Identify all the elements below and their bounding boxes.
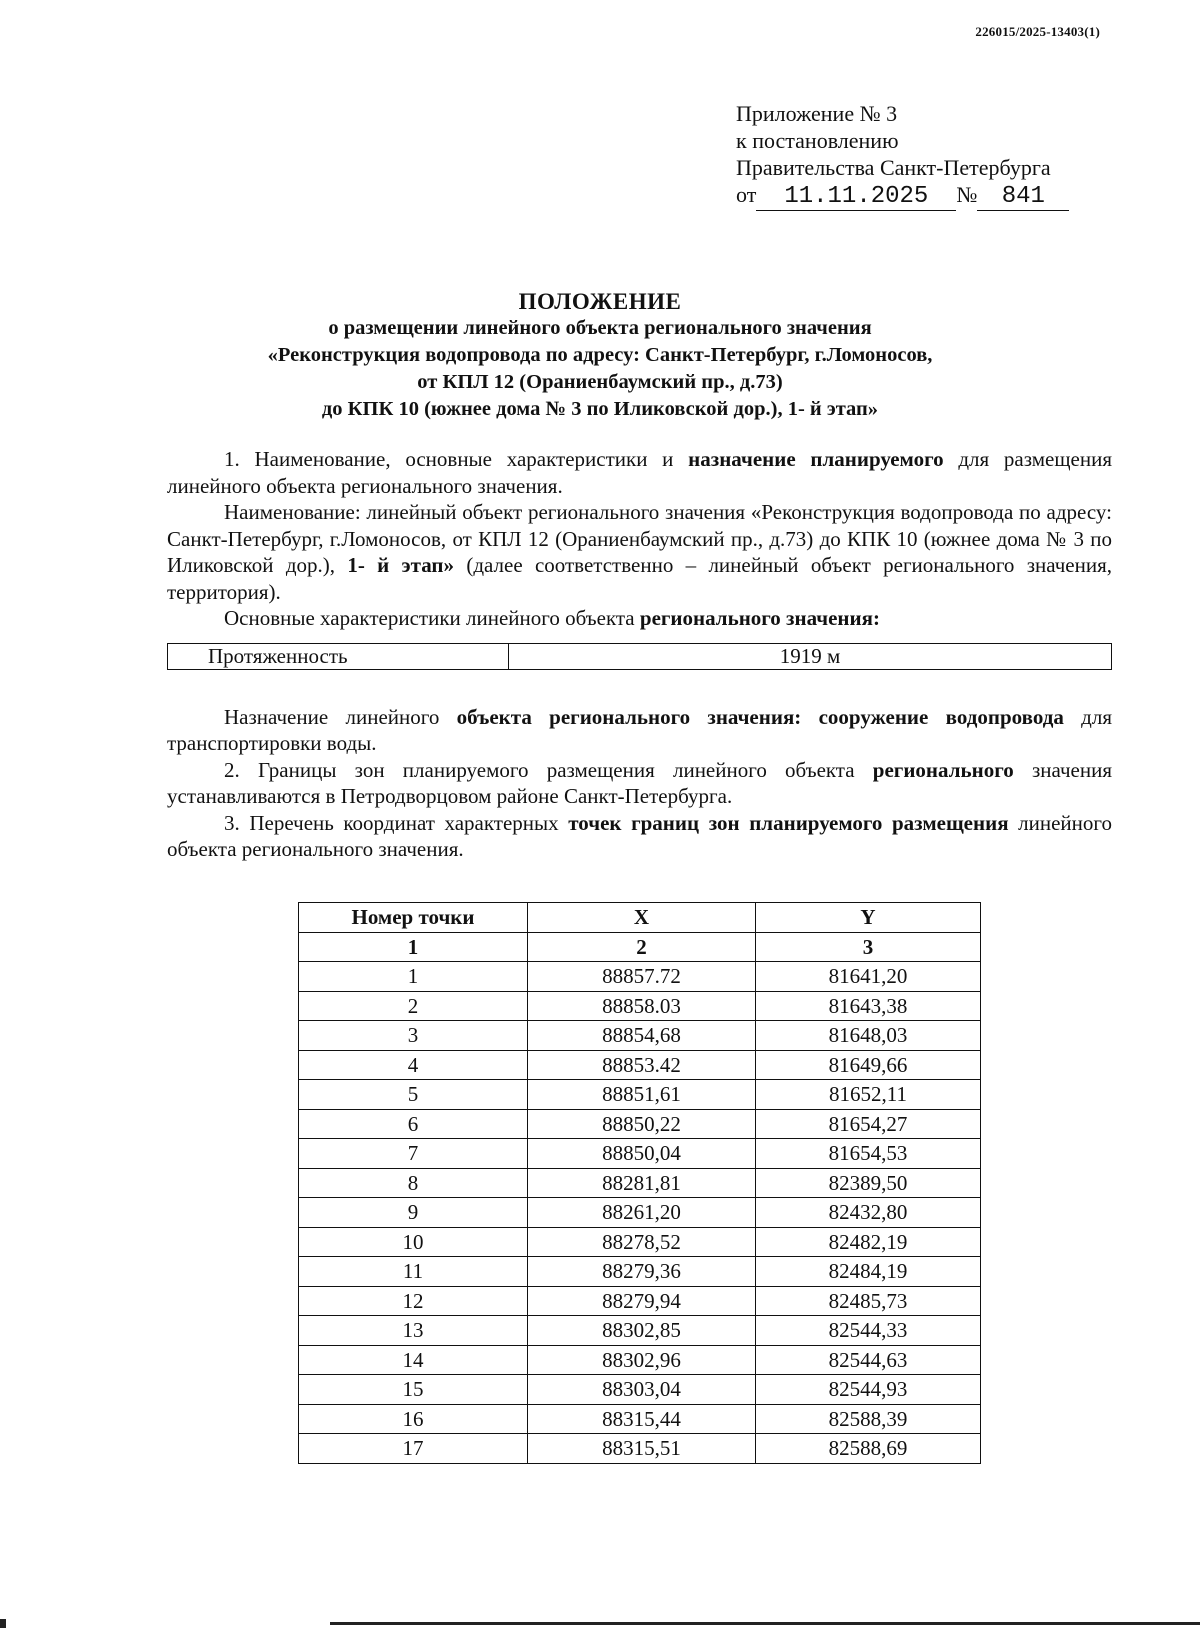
document-number: 226015/2025-13403(1): [975, 24, 1100, 39]
table-row: [299, 1257, 981, 1287]
paragraph-2-text-a: Наименование: линейный объект регионального значения «Реконструкция водопровода по адресу: Санкт-Петербург, г.Ломоносов, от КПЛ 12 (Ораниенбаумский пр., д.73) до КПК 10 (южнее дома № 3 по Иликовской дор.),: [167, 500, 1112, 577]
paragraph-1-text-c: для размещения линейного объекта регионального значения.: [167, 447, 1112, 498]
cell-point-number: 1: [299, 962, 528, 992]
table-header-row: [299, 903, 981, 933]
cell-y: 82484,19: [756, 1257, 981, 1287]
table-row: [299, 1345, 981, 1375]
decree-number: 841: [977, 183, 1069, 211]
cell-point-number: 7: [299, 1139, 528, 1169]
title-line-4: до КПК 10 (южнее дома № 3 по Иликовской дор.), 1- й этап»: [321, 398, 879, 420]
characteristic-value: 1919 м: [509, 643, 1112, 669]
paragraph-6-text-c: линейного объекта регионального значения.: [167, 810, 1113, 861]
document-title: [160, 288, 1040, 423]
attachment-line-1: Приложение № 3: [736, 101, 898, 126]
table-row: [299, 1050, 981, 1080]
title-line-1: о размещении линейного объекта регионального значения: [328, 317, 872, 339]
cell-x: 88279,94: [528, 1286, 756, 1316]
cell-y: 82588,69: [756, 1434, 981, 1464]
paragraph-5-text-c: значения устанавливаются в Петродворцовом районе Санкт-Петербурга.: [167, 757, 1112, 808]
cell-point-number: 13: [299, 1316, 528, 1346]
document-body: [167, 446, 1112, 863]
column-number-2: 2: [528, 932, 756, 962]
cell-y: 81654,27: [756, 1109, 981, 1139]
paragraph-5-text-a: 2. Границы зон планируемого размещения линейного объекта: [224, 757, 873, 782]
cell-y: 82482,19: [756, 1227, 981, 1257]
decree-date: 11.11.2025: [756, 183, 956, 211]
header-point-number: Номер точки: [299, 903, 528, 933]
table-row: [299, 1168, 981, 1198]
cell-point-number: 6: [299, 1109, 528, 1139]
table-row: [168, 643, 1112, 669]
cell-x: 88315,51: [528, 1434, 756, 1464]
cell-point-number: 14: [299, 1345, 528, 1375]
cell-y: 82485,73: [756, 1286, 981, 1316]
date-prefix: от: [736, 182, 757, 207]
cell-x: 88279,36: [528, 1257, 756, 1287]
cell-point-number: 12: [299, 1286, 528, 1316]
paragraph-4-text-c: для транспортировки воды.: [167, 704, 1112, 755]
cell-x: 88303,04: [528, 1375, 756, 1405]
attachment-line-3: Правительства Санкт-Петербурга: [736, 155, 1051, 180]
table-row: [299, 1109, 981, 1139]
cell-point-number: 17: [299, 1434, 528, 1464]
coordinates-table: [298, 902, 981, 1464]
paragraph-3: [167, 605, 1112, 632]
scan-edge-mark: [0, 1619, 6, 1628]
paragraph-6: [167, 810, 1112, 863]
cell-point-number: 8: [299, 1168, 528, 1198]
characteristics-table: [167, 643, 1112, 670]
paragraph-3-text-b: регионального значения:: [639, 606, 880, 630]
table-row: [299, 1080, 981, 1110]
cell-x: 88857.72: [528, 962, 756, 992]
paragraph-2-text-b: 1- й этап»: [347, 553, 455, 577]
cell-y: 81649,66: [756, 1050, 981, 1080]
table-row: [299, 1139, 981, 1169]
column-number-1: 1: [299, 932, 528, 962]
cell-y: 82588,39: [756, 1404, 981, 1434]
cell-point-number: 3: [299, 1021, 528, 1051]
scan-bottom-rule: [330, 1622, 1200, 1625]
table-row: [299, 1434, 981, 1464]
cell-y: 81654,53: [756, 1139, 981, 1169]
cell-y: 81648,03: [756, 1021, 981, 1051]
characteristic-label: Протяженность: [168, 643, 509, 669]
paragraph-6-text-b: точек границ зон планируемого размещения: [568, 810, 1009, 835]
paragraph-3-text-a: Основные характеристики линейного объекта: [224, 606, 640, 630]
header-x: X: [528, 903, 756, 933]
cell-x: 88278,52: [528, 1227, 756, 1257]
cell-x: 88302,96: [528, 1345, 756, 1375]
table-row: [299, 1316, 981, 1346]
cell-x: 88851,61: [528, 1080, 756, 1110]
cell-point-number: 16: [299, 1404, 528, 1434]
cell-x: 88302,85: [528, 1316, 756, 1346]
title-line-2: «Реконструкция водопровода по адресу: Санкт-Петербург, г.Ломоносов,: [267, 344, 933, 366]
cell-y: 81652,11: [756, 1080, 981, 1110]
title-line-3: от КПЛ 12 (Ораниенбаумский пр., д.73): [417, 371, 783, 393]
number-prefix: №: [956, 182, 978, 207]
cell-x: 88281,81: [528, 1168, 756, 1198]
cell-y: 82389,50: [756, 1168, 981, 1198]
cell-x: 88850,04: [528, 1139, 756, 1169]
cell-x: 88853.42: [528, 1050, 756, 1080]
cell-point-number: 15: [299, 1375, 528, 1405]
cell-x: 88858.03: [528, 991, 756, 1021]
cell-y: 82432,80: [756, 1198, 981, 1228]
table-row: [299, 1286, 981, 1316]
cell-point-number: 2: [299, 991, 528, 1021]
paragraph-5-text-b: регионального: [872, 757, 1014, 782]
title-heading: ПОЛОЖЕНИЕ: [518, 289, 682, 314]
cell-y: 81641,20: [756, 962, 981, 992]
paragraph-4-text-a: Назначение линейного: [224, 704, 457, 729]
attachment-line-2: к постановлению: [736, 128, 899, 153]
paragraph-1: [167, 446, 1112, 499]
paragraph-4: [167, 704, 1112, 757]
cell-x: 88315,44: [528, 1404, 756, 1434]
cell-x: 88850,22: [528, 1109, 756, 1139]
cell-y: 82544,63: [756, 1345, 981, 1375]
cell-point-number: 5: [299, 1080, 528, 1110]
table-row: [299, 1021, 981, 1051]
attachment-block: [736, 100, 1069, 211]
cell-point-number: 11: [299, 1257, 528, 1287]
cell-point-number: 4: [299, 1050, 528, 1080]
paragraph-5: [167, 757, 1112, 810]
column-number-3: 3: [756, 932, 981, 962]
cell-x: 88261,20: [528, 1198, 756, 1228]
table-row: [299, 962, 981, 992]
table-row: [299, 1227, 981, 1257]
paragraph-4-text-b: объекта регионального значения: сооружение водопровода: [456, 704, 1064, 729]
paragraph-1-text-a: 1. Наименование, основные характеристики и: [224, 447, 689, 471]
cell-y: 82544,33: [756, 1316, 981, 1346]
column-number-row: [299, 932, 981, 962]
attachment-date-line: [736, 181, 1069, 211]
table-row: [299, 991, 981, 1021]
paragraph-1-text-b: назначение планируемого: [688, 447, 944, 471]
cell-point-number: 9: [299, 1198, 528, 1228]
paragraph-2-text-c: (далее соответственно – линейный объект регионального значения, территория).: [167, 553, 1113, 604]
paragraph-2: [167, 499, 1112, 605]
cell-y: 82544,93: [756, 1375, 981, 1405]
header-y: Y: [756, 903, 981, 933]
paragraph-6-text-a: 3. Перечень координат характерных: [224, 810, 569, 835]
cell-x: 88854,68: [528, 1021, 756, 1051]
table-row: [299, 1198, 981, 1228]
cell-point-number: 10: [299, 1227, 528, 1257]
table-row: [299, 1404, 981, 1434]
table-row: [299, 1375, 981, 1405]
cell-y: 81643,38: [756, 991, 981, 1021]
